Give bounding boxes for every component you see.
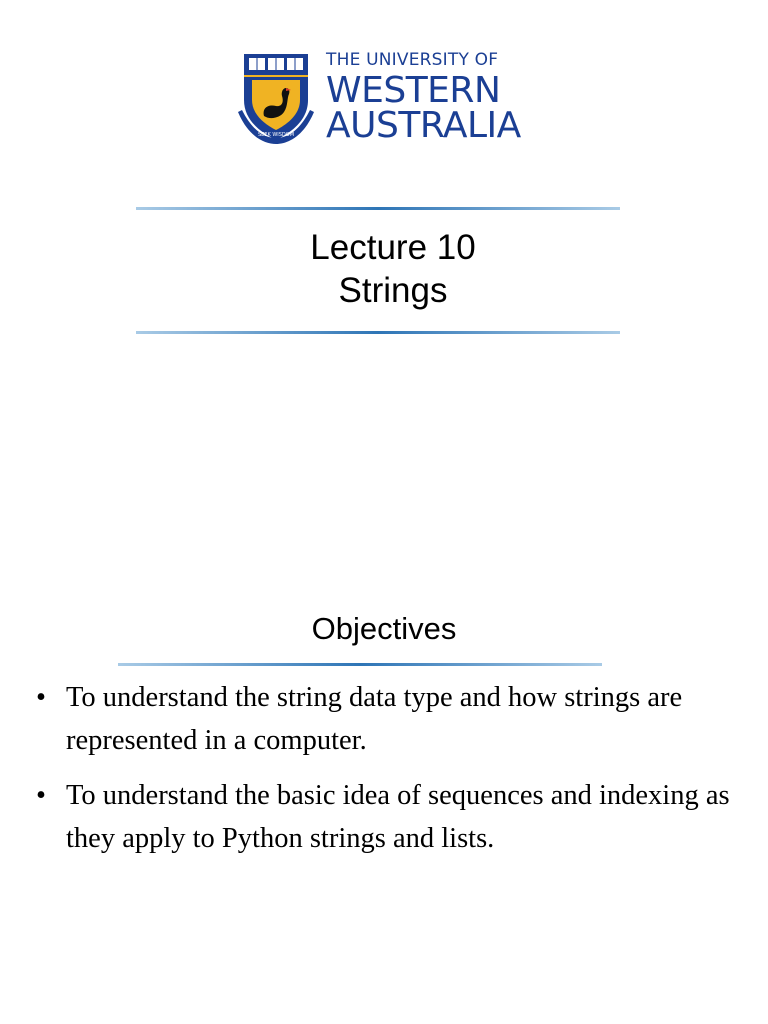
objectives-list	[36, 676, 736, 872]
university-logo	[234, 50, 524, 150]
objective-item	[36, 676, 736, 762]
wordmark-line-3: AUSTRALIA	[326, 105, 521, 146]
motto-ribbon	[244, 124, 308, 146]
wordmark-line-2: WESTERN	[326, 70, 501, 111]
motto-text: SEEK WISDOM	[257, 132, 295, 138]
bullet-icon: •	[36, 780, 46, 811]
wordmark-line-1: THE UNIVERSITY OF	[326, 50, 499, 70]
objective-text: To understand the string data type and how strings are represented in a computer.	[66, 682, 683, 756]
university-wordmark	[326, 52, 521, 144]
objective-item	[36, 774, 736, 860]
lecture-topic-title: Strings	[338, 271, 448, 310]
objectives-heading: Objectives	[311, 611, 457, 646]
lecture-number-title: Lecture 10	[310, 228, 476, 267]
objectives-divider	[118, 663, 602, 666]
title-top-divider	[136, 207, 620, 210]
objective-text: To understand the basic idea of sequences and indexing as they apply to Python strings and lists.	[66, 780, 730, 854]
bullet-icon: •	[36, 682, 46, 713]
title-bottom-divider	[136, 331, 620, 334]
